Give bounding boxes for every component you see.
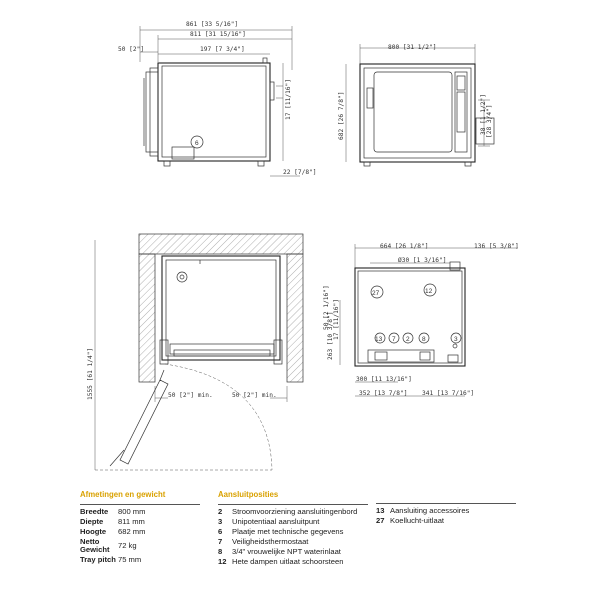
callout-rear-7: 7	[392, 336, 396, 343]
dim-side-22: 22 [7/8"]	[283, 169, 317, 176]
dim-front-panel-2: [28 3/4"]	[486, 104, 493, 138]
dim-front-height: 682 [26 7/8"]	[338, 91, 345, 140]
spec-row: Breedte 800 mm	[80, 507, 146, 516]
callout-rear-8: 8	[422, 336, 426, 343]
side-view	[118, 21, 317, 176]
dim-plan-clear-right: 50 [2"] min.	[232, 392, 277, 399]
rear-view	[323, 243, 519, 397]
spec-row: Diepte 811 mm	[80, 517, 145, 526]
dim-rear-v3: 263 [10 3/8"]	[327, 311, 334, 360]
spec-row: Hoogte 682 mm	[80, 527, 146, 536]
connection-row: 27 Koellucht-uitlaat	[376, 516, 445, 525]
legend-tables	[80, 490, 580, 590]
dim-front-panel-1: 38 [1 1/2"]	[480, 94, 487, 135]
dim-left-offset: 50 [2"]	[118, 46, 145, 53]
connections-table-2	[376, 503, 516, 526]
dim-top-overall: 861 [33 5/16"]	[186, 21, 239, 28]
dim-rear-341: 341 [13 7/16"]	[422, 390, 475, 397]
dim-top-unit: 811 [31 15/16"]	[190, 31, 246, 38]
dim-rear-v2: 17 [11/16"]	[333, 299, 340, 340]
connection-row: 12 Hete dampen uitlaat schoorsteen	[218, 557, 344, 566]
callout-rear-3: 3	[454, 336, 458, 343]
spec-row: Tray pitch 75 mm	[80, 555, 142, 564]
connection-row: 7 Veiligheidsthermostaat	[218, 537, 309, 546]
front-view	[338, 44, 494, 166]
callout-side-6: 6	[195, 140, 199, 147]
callout-rear-27: 27	[372, 290, 380, 297]
dim-rear-diam: Ø30 [1 3/16"]	[398, 257, 447, 264]
specs-title: Afmetingen en gewicht	[80, 490, 166, 499]
connection-row: 13 Aansluiting accessoires	[376, 506, 470, 515]
dim-plan-door: 1555 [61 1/4"]	[87, 347, 94, 400]
connection-row: 6 Plaatje met technische gegevens	[218, 527, 344, 536]
dim-197: 197 [7 3/4"]	[200, 46, 245, 53]
specs-table	[80, 490, 200, 565]
callout-rear-13: 13	[375, 336, 383, 343]
callout-rear-12: 12	[425, 288, 433, 295]
dim-rear-v1: 50 [2 1/16"]	[323, 285, 330, 330]
connection-row: 8 3/4" vrouwelijke NPT waterinlaat	[218, 547, 341, 556]
spec-row: Netto Gewicht 72 kg	[80, 536, 137, 554]
dim-rear-352: 352 [13 7/8"]	[359, 390, 408, 397]
connections-title: Aansluitposities	[218, 490, 279, 499]
dim-front-width: 800 [31 1/2"]	[388, 44, 437, 51]
dim-side-17: 17 [11/16"]	[285, 79, 292, 120]
dim-rear-side: 136 [5 3/8"]	[474, 243, 519, 250]
connection-row: 3 Unipotentiaal aansluitpunt	[218, 517, 320, 526]
dim-rear-low: 300 [11 13/16"]	[356, 376, 412, 383]
dim-rear-width: 664 [26 1/8"]	[380, 243, 429, 250]
connection-row: 2 Stroomvoorziening aansluitingenbord	[218, 507, 358, 516]
dim-plan-clear-left: 50 [2"] min.	[168, 392, 213, 399]
plan-view	[87, 234, 303, 470]
connections-table	[218, 490, 368, 567]
callout-rear-2: 2	[406, 336, 410, 343]
